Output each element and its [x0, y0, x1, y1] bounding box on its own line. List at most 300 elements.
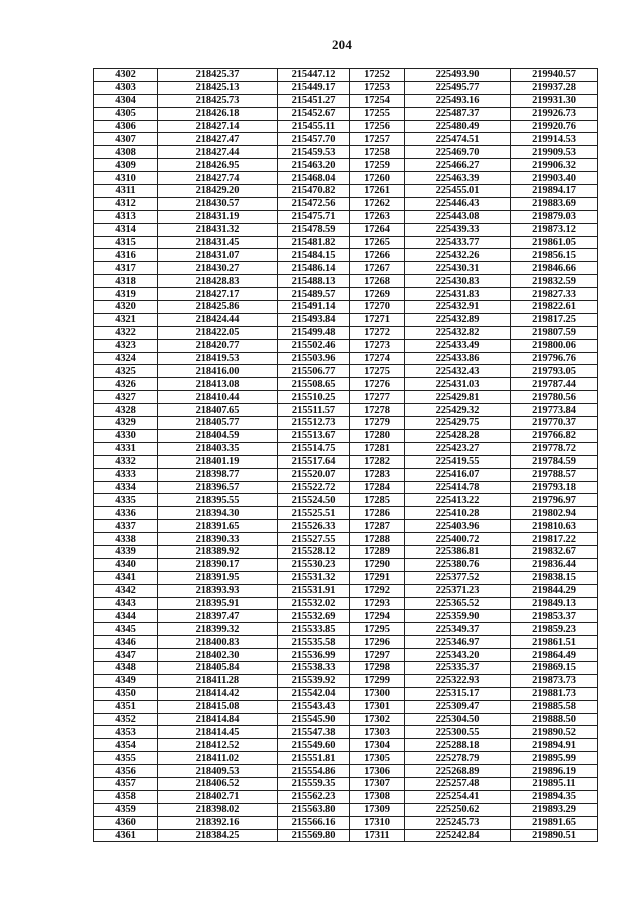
- point-number-cell: 17282: [350, 455, 405, 468]
- y-coordinate-cell: 219817.22: [511, 533, 598, 546]
- point-number-cell: 17305: [350, 752, 405, 765]
- y-coordinate-cell: 219885.58: [511, 700, 598, 713]
- point-number-cell: 17279: [350, 417, 405, 430]
- x-coordinate-cell: 225429.75: [405, 417, 511, 430]
- y-coordinate-cell: 215513.67: [278, 429, 350, 442]
- y-coordinate-cell: 219906.32: [511, 159, 598, 172]
- table-row: [94, 610, 598, 623]
- x-coordinate-cell: 218409.53: [158, 765, 278, 778]
- coordinates-table: [93, 68, 598, 842]
- y-coordinate-cell: 219832.67: [511, 545, 598, 558]
- point-number-cell: 4344: [94, 610, 158, 623]
- x-coordinate-cell: 218395.91: [158, 597, 278, 610]
- point-number-cell: 17277: [350, 391, 405, 404]
- point-number-cell: 4329: [94, 417, 158, 430]
- y-coordinate-cell: 215447.12: [278, 69, 350, 82]
- y-coordinate-cell: 215481.82: [278, 236, 350, 249]
- y-coordinate-cell: 219780.56: [511, 391, 598, 404]
- y-coordinate-cell: 219879.03: [511, 210, 598, 223]
- point-number-cell: 17264: [350, 223, 405, 236]
- x-coordinate-cell: 225359.90: [405, 610, 511, 623]
- point-number-cell: 17267: [350, 262, 405, 275]
- y-coordinate-cell: 215538.33: [278, 661, 350, 674]
- y-coordinate-cell: 215472.56: [278, 197, 350, 210]
- point-number-cell: 4353: [94, 726, 158, 739]
- table-row: [94, 623, 598, 636]
- y-coordinate-cell: 219881.73: [511, 687, 598, 700]
- point-number-cell: 4351: [94, 700, 158, 713]
- y-coordinate-cell: 215549.60: [278, 739, 350, 752]
- point-number-cell: 17268: [350, 275, 405, 288]
- table-row: [94, 288, 598, 301]
- point-number-cell: 4335: [94, 494, 158, 507]
- x-coordinate-cell: 225288.18: [405, 739, 511, 752]
- point-number-cell: 17286: [350, 507, 405, 520]
- point-number-cell: 17258: [350, 146, 405, 159]
- x-coordinate-cell: 225493.90: [405, 69, 511, 82]
- y-coordinate-cell: 215530.23: [278, 558, 350, 571]
- x-coordinate-cell: 225432.82: [405, 326, 511, 339]
- y-coordinate-cell: 215463.20: [278, 159, 350, 172]
- x-coordinate-cell: 225309.47: [405, 700, 511, 713]
- y-coordinate-cell: 219838.15: [511, 571, 598, 584]
- y-coordinate-cell: 219909.53: [511, 146, 598, 159]
- x-coordinate-cell: 225430.31: [405, 262, 511, 275]
- x-coordinate-cell: 225365.52: [405, 597, 511, 610]
- y-coordinate-cell: 219773.84: [511, 404, 598, 417]
- point-number-cell: 4307: [94, 133, 158, 146]
- x-coordinate-cell: 225446.43: [405, 197, 511, 210]
- table-row: [94, 687, 598, 700]
- point-number-cell: 17295: [350, 623, 405, 636]
- x-coordinate-cell: 218427.17: [158, 288, 278, 301]
- y-coordinate-cell: 215475.71: [278, 210, 350, 223]
- y-coordinate-cell: 215559.35: [278, 777, 350, 790]
- y-coordinate-cell: 215539.92: [278, 674, 350, 687]
- x-coordinate-cell: 225433.49: [405, 339, 511, 352]
- x-coordinate-cell: 225414.78: [405, 481, 511, 494]
- y-coordinate-cell: 215468.04: [278, 172, 350, 185]
- point-number-cell: 17260: [350, 172, 405, 185]
- x-coordinate-cell: 218398.77: [158, 468, 278, 481]
- point-number-cell: 17281: [350, 442, 405, 455]
- x-coordinate-cell: 225322.93: [405, 674, 511, 687]
- point-number-cell: 4350: [94, 687, 158, 700]
- table-row: [94, 571, 598, 584]
- point-number-cell: 4310: [94, 172, 158, 185]
- x-coordinate-cell: 225463.39: [405, 172, 511, 185]
- x-coordinate-cell: 225346.97: [405, 636, 511, 649]
- x-coordinate-cell: 218405.84: [158, 661, 278, 674]
- y-coordinate-cell: 219787.44: [511, 378, 598, 391]
- point-number-cell: 4346: [94, 636, 158, 649]
- y-coordinate-cell: 215536.99: [278, 649, 350, 662]
- point-number-cell: 17300: [350, 687, 405, 700]
- table-row: [94, 700, 598, 713]
- y-coordinate-cell: 219856.15: [511, 249, 598, 262]
- y-coordinate-cell: 219896.19: [511, 765, 598, 778]
- point-number-cell: 4330: [94, 429, 158, 442]
- point-number-cell: 4345: [94, 623, 158, 636]
- point-number-cell: 17283: [350, 468, 405, 481]
- x-coordinate-cell: 225268.89: [405, 765, 511, 778]
- y-coordinate-cell: 219800.06: [511, 339, 598, 352]
- y-coordinate-cell: 219894.35: [511, 790, 598, 803]
- point-number-cell: 4359: [94, 803, 158, 816]
- point-number-cell: 17290: [350, 558, 405, 571]
- x-coordinate-cell: 225250.62: [405, 803, 511, 816]
- table-row: [94, 765, 598, 778]
- x-coordinate-cell: 225474.51: [405, 133, 511, 146]
- table-row: [94, 661, 598, 674]
- table-row: [94, 713, 598, 726]
- x-coordinate-cell: 218426.18: [158, 107, 278, 120]
- x-coordinate-cell: 218427.44: [158, 146, 278, 159]
- y-coordinate-cell: 219903.40: [511, 172, 598, 185]
- point-number-cell: 4316: [94, 249, 158, 262]
- table-row: [94, 249, 598, 262]
- x-coordinate-cell: 218430.57: [158, 197, 278, 210]
- point-number-cell: 4318: [94, 275, 158, 288]
- table-row: [94, 494, 598, 507]
- x-coordinate-cell: 218425.13: [158, 81, 278, 94]
- point-number-cell: 17308: [350, 790, 405, 803]
- point-number-cell: 17299: [350, 674, 405, 687]
- x-coordinate-cell: 225380.76: [405, 558, 511, 571]
- y-coordinate-cell: 219937.28: [511, 81, 598, 94]
- y-coordinate-cell: 219926.73: [511, 107, 598, 120]
- y-coordinate-cell: 215532.02: [278, 597, 350, 610]
- y-coordinate-cell: 219827.33: [511, 288, 598, 301]
- table-row: [94, 339, 598, 352]
- point-number-cell: 17306: [350, 765, 405, 778]
- point-number-cell: 17285: [350, 494, 405, 507]
- y-coordinate-cell: 219807.59: [511, 326, 598, 339]
- x-coordinate-cell: 218396.57: [158, 481, 278, 494]
- y-coordinate-cell: 219836.44: [511, 558, 598, 571]
- y-coordinate-cell: 219832.59: [511, 275, 598, 288]
- point-number-cell: 17253: [350, 81, 405, 94]
- point-number-cell: 4304: [94, 94, 158, 107]
- y-coordinate-cell: 219784.59: [511, 455, 598, 468]
- x-coordinate-cell: 218411.02: [158, 752, 278, 765]
- x-coordinate-cell: 225403.96: [405, 520, 511, 533]
- y-coordinate-cell: 215452.67: [278, 107, 350, 120]
- y-coordinate-cell: 219802.94: [511, 507, 598, 520]
- table-row: [94, 172, 598, 185]
- point-number-cell: 17307: [350, 777, 405, 790]
- x-coordinate-cell: 218412.52: [158, 739, 278, 752]
- y-coordinate-cell: 219894.91: [511, 739, 598, 752]
- y-coordinate-cell: 219894.17: [511, 185, 598, 198]
- x-coordinate-cell: 218428.83: [158, 275, 278, 288]
- x-coordinate-cell: 225480.49: [405, 120, 511, 133]
- y-coordinate-cell: 215493.84: [278, 313, 350, 326]
- x-coordinate-cell: 218403.35: [158, 442, 278, 455]
- y-coordinate-cell: 219853.37: [511, 610, 598, 623]
- point-number-cell: 4327: [94, 391, 158, 404]
- x-coordinate-cell: 225431.83: [405, 288, 511, 301]
- point-number-cell: 4349: [94, 674, 158, 687]
- point-number-cell: 4313: [94, 210, 158, 223]
- point-number-cell: 4322: [94, 326, 158, 339]
- point-number-cell: 4341: [94, 571, 158, 584]
- table-row: [94, 107, 598, 120]
- y-coordinate-cell: 219859.23: [511, 623, 598, 636]
- y-coordinate-cell: 215545.90: [278, 713, 350, 726]
- point-number-cell: 17276: [350, 378, 405, 391]
- table-row: [94, 790, 598, 803]
- y-coordinate-cell: 219873.73: [511, 674, 598, 687]
- point-number-cell: 4305: [94, 107, 158, 120]
- x-coordinate-cell: 218393.93: [158, 584, 278, 597]
- y-coordinate-cell: 215533.85: [278, 623, 350, 636]
- y-coordinate-cell: 219895.11: [511, 777, 598, 790]
- table-row: [94, 674, 598, 687]
- x-coordinate-cell: 225432.26: [405, 249, 511, 262]
- point-number-cell: 4338: [94, 533, 158, 546]
- x-coordinate-cell: 218394.30: [158, 507, 278, 520]
- x-coordinate-cell: 218414.42: [158, 687, 278, 700]
- point-number-cell: 4334: [94, 481, 158, 494]
- x-coordinate-cell: 218419.53: [158, 352, 278, 365]
- y-coordinate-cell: 215562.23: [278, 790, 350, 803]
- x-coordinate-cell: 225335.37: [405, 661, 511, 674]
- x-coordinate-cell: 218431.19: [158, 210, 278, 223]
- table-row: [94, 120, 598, 133]
- point-number-cell: 4348: [94, 661, 158, 674]
- x-coordinate-cell: 218415.08: [158, 700, 278, 713]
- x-coordinate-cell: 225245.73: [405, 816, 511, 829]
- point-number-cell: 17303: [350, 726, 405, 739]
- y-coordinate-cell: 219849.13: [511, 597, 598, 610]
- point-number-cell: 17291: [350, 571, 405, 584]
- table-row: [94, 597, 598, 610]
- point-number-cell: 17252: [350, 69, 405, 82]
- x-coordinate-cell: 225432.89: [405, 313, 511, 326]
- table-row: [94, 777, 598, 790]
- x-coordinate-cell: 218384.25: [158, 829, 278, 842]
- point-number-cell: 4326: [94, 378, 158, 391]
- y-coordinate-cell: 215455.11: [278, 120, 350, 133]
- y-coordinate-cell: 215522.72: [278, 481, 350, 494]
- table-row: [94, 301, 598, 314]
- y-coordinate-cell: 219869.15: [511, 661, 598, 674]
- y-coordinate-cell: 219893.29: [511, 803, 598, 816]
- x-coordinate-cell: 218391.95: [158, 571, 278, 584]
- point-number-cell: 4311: [94, 185, 158, 198]
- point-number-cell: 4324: [94, 352, 158, 365]
- point-number-cell: 17270: [350, 301, 405, 314]
- table-row: [94, 468, 598, 481]
- x-coordinate-cell: 218402.71: [158, 790, 278, 803]
- y-coordinate-cell: 215503.96: [278, 352, 350, 365]
- point-number-cell: 4319: [94, 288, 158, 301]
- point-number-cell: 4358: [94, 790, 158, 803]
- point-number-cell: 17288: [350, 533, 405, 546]
- table-row: [94, 520, 598, 533]
- x-coordinate-cell: 225432.91: [405, 301, 511, 314]
- x-coordinate-cell: 218425.86: [158, 301, 278, 314]
- x-coordinate-cell: 218390.17: [158, 558, 278, 571]
- x-coordinate-cell: 218398.02: [158, 803, 278, 816]
- y-coordinate-cell: 215520.07: [278, 468, 350, 481]
- y-coordinate-cell: 215563.80: [278, 803, 350, 816]
- y-coordinate-cell: 215517.64: [278, 455, 350, 468]
- y-coordinate-cell: 215512.73: [278, 417, 350, 430]
- x-coordinate-cell: 218427.74: [158, 172, 278, 185]
- table-row: [94, 159, 598, 172]
- table-row: [94, 197, 598, 210]
- y-coordinate-cell: 215484.15: [278, 249, 350, 262]
- point-number-cell: 17278: [350, 404, 405, 417]
- point-number-cell: 17309: [350, 803, 405, 816]
- table-row: [94, 545, 598, 558]
- point-number-cell: 17269: [350, 288, 405, 301]
- table-row: [94, 417, 598, 430]
- y-coordinate-cell: 219890.52: [511, 726, 598, 739]
- point-number-cell: 4355: [94, 752, 158, 765]
- point-number-cell: 4309: [94, 159, 158, 172]
- table-row: [94, 829, 598, 842]
- x-coordinate-cell: 218389.92: [158, 545, 278, 558]
- x-coordinate-cell: 218395.55: [158, 494, 278, 507]
- point-number-cell: 17263: [350, 210, 405, 223]
- x-coordinate-cell: 218424.44: [158, 313, 278, 326]
- table-row: [94, 533, 598, 546]
- x-coordinate-cell: 225377.52: [405, 571, 511, 584]
- x-coordinate-cell: 218405.77: [158, 417, 278, 430]
- point-number-cell: 4333: [94, 468, 158, 481]
- table-row: [94, 455, 598, 468]
- table-row: [94, 133, 598, 146]
- point-number-cell: 17296: [350, 636, 405, 649]
- x-coordinate-cell: 225413.22: [405, 494, 511, 507]
- x-coordinate-cell: 225386.81: [405, 545, 511, 558]
- y-coordinate-cell: 215488.13: [278, 275, 350, 288]
- point-number-cell: 17265: [350, 236, 405, 249]
- table-row: [94, 326, 598, 339]
- y-coordinate-cell: 219940.57: [511, 69, 598, 82]
- table-row: [94, 69, 598, 82]
- table-row: [94, 365, 598, 378]
- y-coordinate-cell: 219861.51: [511, 636, 598, 649]
- x-coordinate-cell: 218399.32: [158, 623, 278, 636]
- y-coordinate-cell: 219796.97: [511, 494, 598, 507]
- x-coordinate-cell: 218410.44: [158, 391, 278, 404]
- x-coordinate-cell: 225371.23: [405, 584, 511, 597]
- y-coordinate-cell: 215486.14: [278, 262, 350, 275]
- point-number-cell: 4314: [94, 223, 158, 236]
- point-number-cell: 17298: [350, 661, 405, 674]
- y-coordinate-cell: 215531.32: [278, 571, 350, 584]
- x-coordinate-cell: 218397.47: [158, 610, 278, 623]
- y-coordinate-cell: 215551.81: [278, 752, 350, 765]
- x-coordinate-cell: 218426.95: [158, 159, 278, 172]
- y-coordinate-cell: 219846.66: [511, 262, 598, 275]
- y-coordinate-cell: 219766.82: [511, 429, 598, 442]
- point-number-cell: 4361: [94, 829, 158, 842]
- y-coordinate-cell: 215526.33: [278, 520, 350, 533]
- x-coordinate-cell: 218427.47: [158, 133, 278, 146]
- y-coordinate-cell: 219822.61: [511, 301, 598, 314]
- x-coordinate-cell: 225432.43: [405, 365, 511, 378]
- x-coordinate-cell: 218422.05: [158, 326, 278, 339]
- point-number-cell: 4320: [94, 301, 158, 314]
- x-coordinate-cell: 218401.19: [158, 455, 278, 468]
- table-row: [94, 185, 598, 198]
- x-coordinate-cell: 218431.45: [158, 236, 278, 249]
- point-number-cell: 4308: [94, 146, 158, 159]
- y-coordinate-cell: 219861.05: [511, 236, 598, 249]
- x-coordinate-cell: 218414.84: [158, 713, 278, 726]
- point-number-cell: 17293: [350, 597, 405, 610]
- point-number-cell: 17262: [350, 197, 405, 210]
- point-number-cell: 17301: [350, 700, 405, 713]
- table-row: [94, 481, 598, 494]
- point-number-cell: 4328: [94, 404, 158, 417]
- point-number-cell: 17304: [350, 739, 405, 752]
- table-row: [94, 404, 598, 417]
- y-coordinate-cell: 219914.53: [511, 133, 598, 146]
- x-coordinate-cell: 218414.45: [158, 726, 278, 739]
- point-number-cell: 4347: [94, 649, 158, 662]
- y-coordinate-cell: 219873.12: [511, 223, 598, 236]
- y-coordinate-cell: 215547.38: [278, 726, 350, 739]
- y-coordinate-cell: 219844.29: [511, 584, 598, 597]
- y-coordinate-cell: 219890.51: [511, 829, 598, 842]
- x-coordinate-cell: 218407.65: [158, 404, 278, 417]
- point-number-cell: 17287: [350, 520, 405, 533]
- point-number-cell: 4306: [94, 120, 158, 133]
- table-row: [94, 275, 598, 288]
- table-row: [94, 262, 598, 275]
- x-coordinate-cell: 225419.55: [405, 455, 511, 468]
- point-number-cell: 17297: [350, 649, 405, 662]
- y-coordinate-cell: 215510.25: [278, 391, 350, 404]
- x-coordinate-cell: 218416.00: [158, 365, 278, 378]
- y-coordinate-cell: 215542.04: [278, 687, 350, 700]
- y-coordinate-cell: 215528.12: [278, 545, 350, 558]
- x-coordinate-cell: 225430.83: [405, 275, 511, 288]
- table-row: [94, 352, 598, 365]
- table-row: [94, 391, 598, 404]
- point-number-cell: 4321: [94, 313, 158, 326]
- x-coordinate-cell: 225443.08: [405, 210, 511, 223]
- y-coordinate-cell: 215478.59: [278, 223, 350, 236]
- y-coordinate-cell: 215502.46: [278, 339, 350, 352]
- y-coordinate-cell: 215532.69: [278, 610, 350, 623]
- y-coordinate-cell: 219920.76: [511, 120, 598, 133]
- x-coordinate-cell: 225433.86: [405, 352, 511, 365]
- x-coordinate-cell: 225466.27: [405, 159, 511, 172]
- table-row: [94, 313, 598, 326]
- table-row: [94, 81, 598, 94]
- x-coordinate-cell: 225343.20: [405, 649, 511, 662]
- y-coordinate-cell: 219788.57: [511, 468, 598, 481]
- y-coordinate-cell: 215525.51: [278, 507, 350, 520]
- page-number: 204: [331, 37, 353, 52]
- y-coordinate-cell: 219883.69: [511, 197, 598, 210]
- table-row: [94, 739, 598, 752]
- x-coordinate-cell: 225428.28: [405, 429, 511, 442]
- x-coordinate-cell: 218406.52: [158, 777, 278, 790]
- x-coordinate-cell: 225423.27: [405, 442, 511, 455]
- y-coordinate-cell: 215459.53: [278, 146, 350, 159]
- point-number-cell: 4343: [94, 597, 158, 610]
- x-coordinate-cell: 218400.83: [158, 636, 278, 649]
- point-number-cell: 4352: [94, 713, 158, 726]
